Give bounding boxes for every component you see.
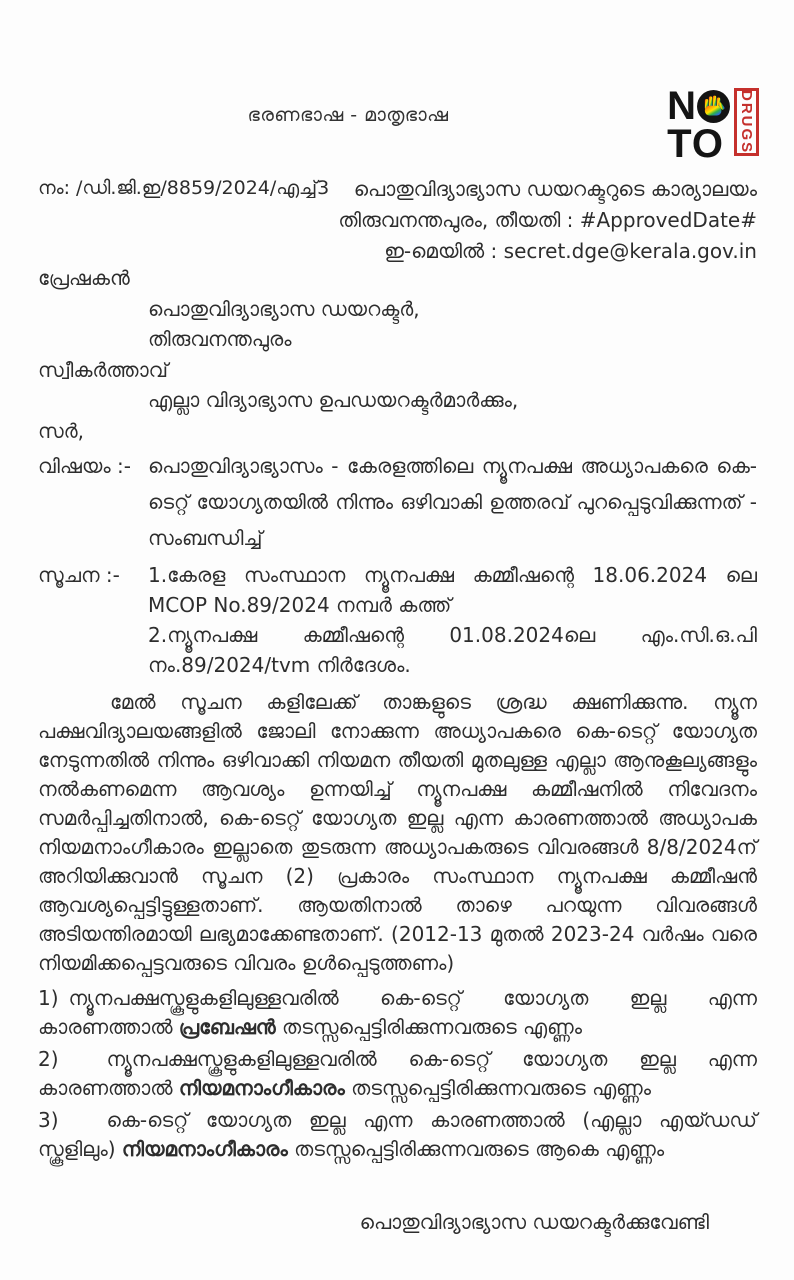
no-to-drugs-logo <box>667 84 759 166</box>
item-text: തടസ്സപ്പെട്ടിരിക്കുന്നവരുടെ എണ്ണം <box>275 1015 582 1039</box>
logo-letter-n: N <box>667 84 695 128</box>
subject-row <box>38 448 757 556</box>
reference-row <box>38 560 757 680</box>
item-number: 1) <box>38 986 59 1010</box>
numbered-item-3 <box>38 1106 757 1164</box>
item-bold-text: പ്രബേഷൻ <box>178 1015 276 1039</box>
item-text: ന്യൂനപക്ഷസ്കൂളുകളിലുള്ളവരിൽ കെ-ടെറ്റ് യോഗ്യത ഇല്ല എന്ന കാരണത്താൽ <box>38 1047 757 1100</box>
letterhead <box>38 84 757 172</box>
reference-list <box>148 560 757 680</box>
hand-icon <box>697 90 730 123</box>
item-text: തടസ്സപ്പെട്ടിരിക്കുന്നവരുടെ ആകെ എണ്ണം <box>287 1137 665 1161</box>
item-text: കെ-ടെറ്റ് യോഗ്യത ഇല്ല എന്ന കാരണത്താൽ (എല്ലാ എയ്ഡഡ് സ്കൂളിലും) <box>38 1108 757 1161</box>
address-section <box>38 263 757 446</box>
reference-and-office-row <box>38 174 757 267</box>
item-bold-text: നിയമനാംഗീകാരം <box>178 1076 345 1100</box>
item-bold-text: നിയമനാംഗീകാരം <box>121 1137 288 1161</box>
reference-item: 1.കേരള സംസ്ഥാന ന്യൂനപക്ഷ കമ്മീഷന്റെ 18.06.2024 ലെ MCOP No.89/2024 നമ്പർ കത്ത് <box>148 563 757 617</box>
signature-line: പൊതുവിദ്യാഭ്യാസ ഡയറക്ടർക്കുവേണ്ടി <box>359 1210 709 1234</box>
place-and-date: തിരുവനന്തപുരം, തീയതി : #ApprovedDate# <box>338 208 757 232</box>
item-text: ന്യൂനപക്ഷസ്കൂളുകളിലുള്ളവരിൽ കെ-ടെറ്റ് യോഗ്യത ഇല്ല എന്ന കാരണത്താൽ <box>38 986 757 1039</box>
item-number: 3) <box>38 1108 59 1132</box>
header-motto: ഭരണഭാഷ - മാതൃഭാഷ <box>247 104 449 126</box>
receiver-name: എല്ലാ വിദ്യാഭ്യാസ ഉപഡയറക്ടർമാർക്കും, <box>148 388 519 412</box>
subject-label: വിഷയം :- <box>38 454 131 478</box>
logo-line-to: TO <box>667 122 724 166</box>
subject-text: പൊതുവിദ്യാഭ്യാസം - കേരളത്തിലെ ന്യൂനപക്ഷ അധ്യാപകരെ കെ-ടെറ്റ് യോഗ്യതയിൽ നിന്നും ഒഴിവാകി ഉത്തരവ് പുറപ്പെടുവിക്കുന്നത് - സംബന്ധിച്ച് <box>148 454 757 550</box>
logo-line-no <box>667 84 730 128</box>
reference-label: സൂചന :- <box>38 563 120 587</box>
item-number: 2) <box>38 1047 59 1071</box>
numbered-item-1 <box>38 984 757 1042</box>
office-address-block <box>338 174 757 267</box>
numbered-items <box>38 984 757 1164</box>
sender-name: പൊതുവിദ്യാഭ്യാസ ഡയറക്ടർ, <box>148 296 420 321</box>
drugs-vertical-label: DRUGS <box>734 88 759 156</box>
item-text: തടസ്സപ്പെട്ടിരിക്കുന്നവരുടെ എണ്ണം <box>344 1076 652 1100</box>
sender-label: പ്രേഷകൻ <box>38 266 130 290</box>
reference-item: 2.ന്യൂനപക്ഷ കമ്മീഷന്റെ 01.08.2024ലെ എം.സി.ഒ.പി നം.89/2024/tvm നിർദേശം. <box>148 623 757 677</box>
numbered-item-2 <box>38 1045 757 1103</box>
receiver-label: സ്വീകർത്താവ് <box>38 357 168 382</box>
office-email: ഇ-മെയിൽ : secret.dge@kerala.gov.in <box>384 239 757 263</box>
file-number: നം: /ഡി.ജി.ഇ/8859/2024/എച്ച്3 <box>38 177 330 199</box>
logo-text-column <box>667 84 730 166</box>
salutation: സർ, <box>38 418 84 443</box>
sender-place: തിരുവനന്തപുരം <box>148 327 292 351</box>
office-name: പൊതുവിദ്യാഭ്യാസ ഡയറക്ടറുടെ കാര്യാലയം <box>353 177 757 201</box>
body-paragraph: മേൽ സൂചന കളിലേക്ക് താങ്കളുടെ ശ്രദ്ധ ക്ഷണിക്കുന്നു. ന്യൂന പക്ഷവിദ്യാലയങ്ങളിൽ ജോലി നോക്കുന്ന അധ്യാപകരെ കെ-ടെറ്റ് യോഗ്യത നേടുന്നതിൽ നിന്നും ഒഴിവാക്കി നിയമന തീയതി മുതലുള്ള എല്ലാ ആനുകൂല്യങ്ങളും നൽകണമെന്ന ആവശ്യം ഉന്നയിച്ച് ന്യൂനപക്ഷ കമ്മീഷനിൽ നിവേദനം സമർപ്പിച്ചതിനാൽ, കെ-ടെറ്റ് യോഗ്യത ഇല്ല എന്ന കാരണത്താൽ അധ്യാപക നിയമനാംഗീകാരം ഇല്ലാതെ തുടരുന്ന അധ്യാപകരുടെ വിവരങ്ങൾ 8/8/2024ന് അറിയിക്കുവാൻ സൂചന (2) പ്രകാരം സംസ്ഥാന ന്യൂനപക്ഷ കമ്മീഷൻ ആവശ്യപ്പെട്ടിട്ടുള്ളതാണ്. ആയതിനാൽ താഴെ പറയുന്ന വിവരങ്ങൾ അടിയന്തിരമായി ലഭ്യമാക്കേണ്ടതാണ്. (2012-13 മുതൽ 2023-24 വർഷം വരെ നിയമിക്കപ്പെട്ടവരുടെ വിവരം ഉൾപ്പെടുത്തണം) <box>38 690 757 975</box>
